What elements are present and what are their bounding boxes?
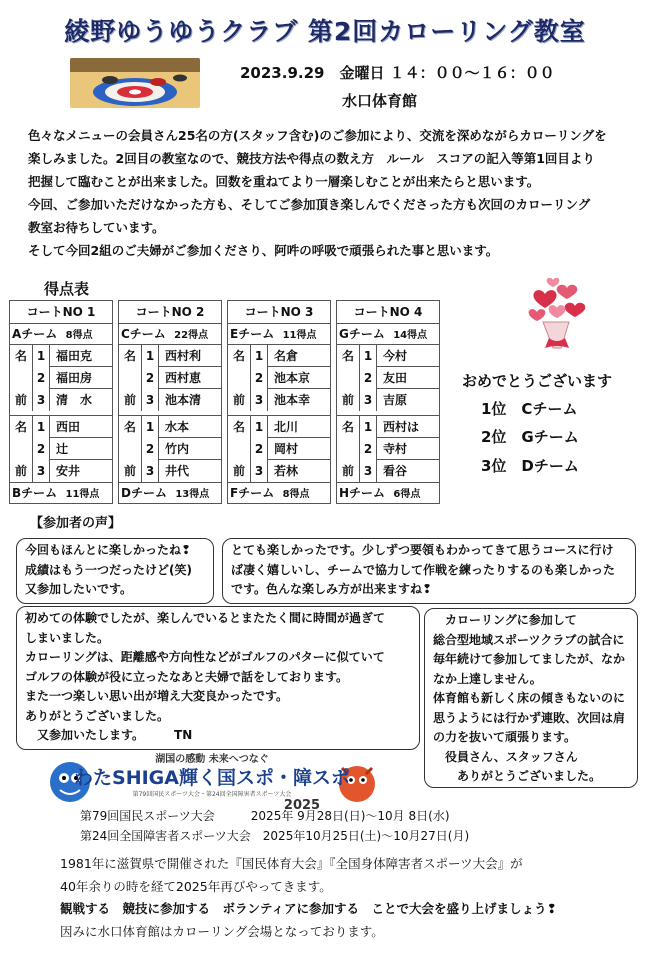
voice-line: の力を抜いて頑張ります。	[433, 730, 577, 744]
position-label: 名	[232, 349, 245, 363]
member-row	[119, 438, 221, 460]
curling-photo	[70, 58, 200, 108]
member-number: 3	[32, 389, 50, 411]
footer-line: 因みに水口体育館はカローリング会場となっております。	[60, 923, 384, 939]
member-number: 3	[359, 389, 377, 411]
member-name: 池本幸	[274, 393, 311, 407]
team-members	[119, 416, 221, 482]
member-name: 井代	[165, 464, 190, 478]
team-members	[10, 345, 112, 411]
team-name: Gチーム	[339, 327, 385, 341]
voice-bubble-3	[16, 606, 420, 750]
voice-line: 今回もほんとに楽しかったね❢	[25, 543, 192, 557]
member-name: 若林	[274, 464, 299, 478]
team-name: Fチーム	[230, 486, 275, 500]
member-name: 吉原	[383, 393, 408, 407]
member-name: 福田克	[50, 345, 112, 367]
position-label	[10, 367, 32, 389]
intro-line: 教室お待ちしています。	[28, 220, 165, 235]
voice-line: 又参加したいです。	[25, 582, 133, 596]
team-members	[337, 416, 439, 482]
member-row	[119, 367, 221, 389]
member-row	[337, 367, 439, 389]
team-score-line	[10, 482, 112, 503]
voice-line: 体育館も新しく床の傾きもないのに	[433, 691, 626, 705]
court-table	[336, 300, 440, 504]
team-score: 14得点	[393, 330, 428, 341]
voice-line: 成績はもう一つだったけど(笑)	[25, 562, 192, 577]
team-score: 13得点	[175, 489, 210, 500]
position-label: 名	[123, 420, 136, 434]
member-row	[10, 438, 112, 460]
position-label: 前	[341, 464, 354, 478]
member-name: 北川	[268, 416, 330, 438]
court-table	[227, 300, 331, 504]
score-table-label: 得点表	[44, 280, 90, 298]
member-name: 今村	[377, 345, 439, 367]
member-row	[10, 367, 112, 389]
voice-line: 又参加いたします。 TN	[25, 728, 193, 742]
position-label: 前	[123, 464, 136, 478]
member-number: 1	[141, 345, 159, 367]
banner-main-text: わたSHIGA輝く国スポ・障スポ	[74, 767, 350, 789]
member-row	[119, 389, 221, 411]
team-score-line	[228, 324, 330, 345]
member-number: 3	[32, 460, 50, 482]
team-name: Hチーム	[339, 486, 386, 500]
position-label	[10, 438, 32, 460]
member-number: 1	[359, 345, 377, 367]
member-row	[228, 345, 330, 367]
heart-bouquet-icon	[515, 276, 595, 358]
team-score: 22得点	[174, 330, 209, 341]
event-line: 第79回国民スポーツ大会 2025年 9月28日(日)～10月 8日(水)	[80, 809, 450, 823]
team-score: 11得点	[65, 489, 100, 500]
member-name: 水本	[159, 416, 221, 438]
team-score-line	[119, 482, 221, 503]
voice-line: カローリングは、距離感や方向性などがゴルフのパターに似ていて	[25, 650, 385, 664]
member-name: 岡村	[268, 438, 330, 460]
event-line: 第24回全国障害者スポーツ大会 2025年10月25日(土)～10月27日(月)	[80, 829, 470, 843]
position-label: 名	[232, 420, 245, 434]
footer-text	[60, 853, 557, 943]
court-name: コートNO 1	[10, 301, 112, 324]
member-row	[119, 460, 221, 482]
team-score: 8得点	[65, 330, 93, 341]
voice-line: 役員さん、スタッフさん	[433, 749, 578, 764]
voice-bubble-2	[222, 538, 636, 604]
member-row	[228, 367, 330, 389]
intro-line: そして今回2組のご夫婦がご参加くださり、阿吽の呼吸で頑張られた事と思います。	[28, 243, 499, 258]
court-table	[9, 300, 113, 504]
intro-line: 把握して臨むことが出来ました。回数を重ねてより一層楽しむことが出来たらと思います。	[28, 174, 540, 189]
team-score: 11得点	[282, 330, 317, 341]
team-score: 6得点	[393, 489, 421, 500]
member-number: 3	[141, 460, 159, 482]
team-members	[228, 416, 330, 482]
member-row	[10, 416, 112, 438]
position-label: 名	[341, 420, 354, 434]
team-name: Aチーム	[12, 327, 58, 341]
banner-year: 2025	[283, 798, 321, 812]
voices-label: 【参加者の声】	[30, 516, 122, 531]
team-score-line	[119, 324, 221, 345]
member-number: 2	[250, 438, 268, 460]
member-row	[337, 460, 439, 482]
rank-2: 2位 Gチーム	[481, 428, 579, 446]
position-label	[337, 367, 359, 389]
voice-line: です。色んな楽しみ方が出来ますね❢	[231, 582, 433, 596]
footer-line: 1981年に滋賀県で開催された『国民体育大会』『全国身体障害者スポーツ大会』が	[60, 856, 523, 871]
position-label: 名	[123, 349, 136, 363]
team-members	[228, 345, 330, 411]
footer-line: 40年余りの時を経て2025年再びやってきます。	[60, 878, 332, 894]
member-row	[119, 345, 221, 367]
congrats-text: おめでとうございます	[462, 372, 613, 390]
voice-line: ありがとうございました。	[25, 708, 170, 723]
position-label: 名	[14, 349, 27, 363]
position-label	[337, 438, 359, 460]
page-title: 綾野ゆうゆうクラブ 第2回カローリング教室	[64, 17, 586, 46]
position-label	[228, 367, 250, 389]
member-name: 竹内	[159, 438, 221, 460]
member-number: 1	[250, 345, 268, 367]
sports-festival-banner	[42, 752, 382, 812]
member-name: 清 水	[56, 393, 93, 407]
position-label: 前	[14, 464, 27, 478]
member-number: 2	[250, 367, 268, 389]
member-number: 2	[32, 367, 50, 389]
voice-bubble-1	[16, 538, 214, 604]
team-name: Eチーム	[230, 327, 275, 341]
voice-line: とても楽しかったです。少しずつ要領もわかってきて思うコースに行け	[231, 543, 614, 557]
rank-1: 1位 Cチーム	[481, 400, 578, 418]
rank-3: 3位 Dチーム	[481, 457, 579, 475]
member-name: 西村恵	[159, 367, 221, 389]
team-score: 8得点	[282, 489, 310, 500]
member-number: 1	[250, 416, 268, 438]
member-name: 西村は	[377, 416, 439, 438]
court-table	[118, 300, 222, 504]
member-name: 寺村	[377, 438, 439, 460]
team-name: Dチーム	[121, 486, 167, 500]
court-name: コートNO 3	[228, 301, 330, 324]
member-row	[10, 389, 112, 411]
member-row	[228, 438, 330, 460]
intro-text	[28, 124, 640, 262]
member-number: 1	[32, 345, 50, 367]
member-row	[337, 389, 439, 411]
team-name: Bチーム	[12, 486, 58, 500]
position-label: 前	[341, 393, 354, 407]
banner-sub-text: 第79回国民スポーツ大会・第24回全国障害者スポーツ大会	[132, 791, 292, 798]
member-number: 2	[141, 438, 159, 460]
voice-line: 思うようには行かず連敗、次回は肩	[433, 710, 626, 725]
member-row	[10, 460, 112, 482]
position-label: 前	[14, 393, 27, 407]
event-date: 2023.9.29 金曜日 １４：００～１６：００	[240, 64, 555, 82]
team-members	[10, 416, 112, 482]
voice-line: 毎年続けて参加してましたが、なか	[433, 652, 626, 666]
event-schedule	[80, 806, 469, 846]
member-number: 3	[250, 389, 268, 411]
member-row	[337, 345, 439, 367]
team-name: Cチーム	[121, 327, 166, 341]
intro-line: 色々なメニューの会員さん25名の方(スタッフ含む)のご参加により、交流を深めながらカローリングを	[28, 128, 607, 143]
member-number: 3	[141, 389, 159, 411]
team-members	[337, 345, 439, 411]
position-label: 前	[232, 464, 245, 478]
member-number: 2	[359, 367, 377, 389]
voice-line: また一つ楽しい思い出が増え大変良かったです。	[25, 689, 289, 703]
member-row	[119, 416, 221, 438]
voice-line: カローリングに参加して	[433, 613, 577, 627]
member-row	[228, 460, 330, 482]
position-label	[119, 438, 141, 460]
member-row	[228, 389, 330, 411]
voice-line: なか上達しません。	[433, 671, 542, 686]
member-number: 1	[141, 416, 159, 438]
voice-line: 総合型地域スポーツクラブの試合に	[433, 632, 625, 647]
intro-line: 楽しみました。2回目の教室なので、競技方法や得点の数え方 ルール スコアの記入等第1回目より	[28, 151, 595, 166]
member-number: 1	[359, 416, 377, 438]
member-name: 池本京	[268, 367, 330, 389]
member-name: 西田	[50, 416, 112, 438]
member-number: 1	[32, 416, 50, 438]
member-name: 西村利	[159, 345, 221, 367]
member-name: 看谷	[383, 464, 408, 478]
member-name: 池本清	[165, 393, 202, 407]
team-score-line	[10, 324, 112, 345]
voice-bubble-4	[424, 608, 638, 788]
team-score-line	[337, 482, 439, 503]
footer-line: 観戦する 競技に参加する ボランティアに参加する ことで大会を盛り上げましょう❢	[60, 901, 557, 916]
member-name: 友田	[377, 367, 439, 389]
event-venue: 水口体育館	[342, 92, 418, 110]
member-number: 2	[359, 438, 377, 460]
team-score-line	[337, 324, 439, 345]
voice-line: ゴルフの体験が役に立ったなあと夫婦で話をしております。	[25, 669, 349, 684]
voice-line: 初めての体験でしたが、楽しんでいるとまたたく間に時間が過ぎて	[25, 611, 386, 625]
member-row	[337, 416, 439, 438]
position-label	[119, 367, 141, 389]
member-name: 福田房	[50, 367, 112, 389]
member-number: 3	[359, 460, 377, 482]
court-name: コートNO 2	[119, 301, 221, 324]
member-number: 2	[32, 438, 50, 460]
banner-top-text: 湖国の感動 未来へつなぐ	[155, 754, 269, 765]
position-label: 前	[232, 393, 245, 407]
member-row	[228, 416, 330, 438]
court-name: コートNO 4	[337, 301, 439, 324]
position-label: 名	[14, 420, 27, 434]
member-name: 安井	[56, 464, 81, 478]
voice-line: ば凄く嬉しいし、チームで協力して作戦を練ったりするのも楽しかった	[231, 562, 616, 577]
position-label: 前	[123, 393, 136, 407]
member-number: 3	[250, 460, 268, 482]
member-row	[10, 345, 112, 367]
member-row	[337, 438, 439, 460]
position-label	[228, 438, 250, 460]
member-name: 辻	[50, 438, 112, 460]
voice-line: ありがとうございました。	[433, 769, 602, 783]
team-score-line	[228, 482, 330, 503]
team-members	[119, 345, 221, 411]
member-number: 2	[141, 367, 159, 389]
voice-line: しまいました。	[25, 630, 110, 645]
member-name: 名倉	[268, 345, 330, 367]
position-label: 名	[341, 349, 354, 363]
intro-line: 今回、ご参加いただけなかった方も、そしてご参加頂き楽しんでくださった方も次回のカローリング	[28, 197, 591, 212]
